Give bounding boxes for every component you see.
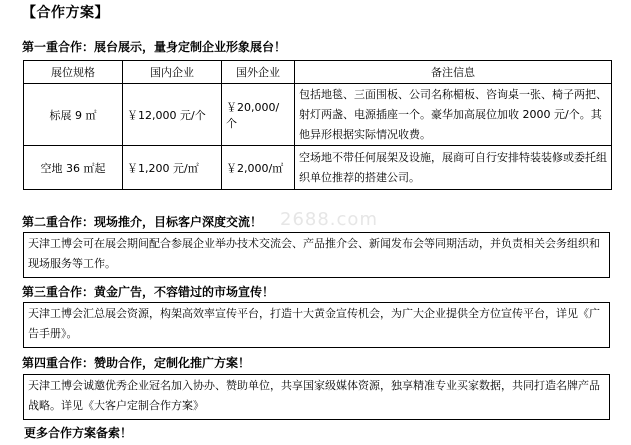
section-heading-promotion: 第二重合作：现场推介，目标客户深度交流！ bbox=[22, 215, 263, 229]
column-header-foreign: 国外企业 bbox=[222, 61, 295, 84]
cell-spec: 空地 36 ㎡起 bbox=[24, 146, 123, 190]
section-body-promotion: 天津工博会可在展会期间配合参展企业举办技术交流会、产品推介会、新闻发布会等同期活动，并负责相关会务组织和现场服务等工作。 bbox=[23, 232, 610, 278]
cell-notes: 包括地毯、三面围板、公司名称楣板、咨询桌一张、椅子两把、射灯两盏、电源插座一个。豪华加高展位加收 2000 元/个。其他异形根据实际情况收费。 bbox=[295, 84, 612, 146]
booth-price-table bbox=[23, 60, 612, 190]
table-row bbox=[24, 84, 612, 146]
section-heading-sponsorship: 第四重合作：赞助合作，定制化推广方案！ bbox=[22, 356, 251, 370]
page-title: 【合作方案】 bbox=[22, 5, 109, 21]
section-body-advertising: 天津工博会汇总展会资源，构架高效率宣传平台，打造十大黄金宣传机会，为广大企业提供全方位宣传平台，详见《广告手册》。 bbox=[23, 302, 610, 348]
cell-foreign: ￥2,000/㎡ bbox=[222, 146, 295, 190]
table-row bbox=[24, 146, 612, 190]
cell-foreign: ￥20,000/个 bbox=[222, 84, 295, 146]
cell-domestic: ￥12,000 元/个 bbox=[123, 84, 222, 146]
column-header-notes: 备注信息 bbox=[295, 61, 612, 84]
section-body-sponsorship: 天津工博会诚邀优秀企业冠名加入协办、赞助单位，共享国家级媒体资源，独享精准专业买家数据，共同打造名牌产品战略。详见《大客户定制合作方案》 bbox=[23, 374, 610, 420]
column-header-domestic: 国内企业 bbox=[123, 61, 222, 84]
cell-notes: 空场地不带任何展架及设施，展商可自行安排特装装修或委托组织单位推荐的搭建公司。 bbox=[295, 146, 612, 190]
table-header-row bbox=[24, 61, 612, 84]
watermark: 2688.com bbox=[280, 209, 378, 230]
cell-domestic: ￥1,200 元/㎡ bbox=[123, 146, 222, 190]
section-heading-advertising: 第三重合作：黄金广告，不容错过的市场宣传！ bbox=[22, 285, 275, 299]
column-header-spec: 展位规格 bbox=[24, 61, 123, 84]
cell-spec: 标展 9 ㎡ bbox=[24, 84, 123, 146]
section-heading-booth: 第一重合作：展台展示，量身定制企业形象展台！ bbox=[22, 40, 287, 54]
footer-note: 更多合作方案备索！ bbox=[24, 426, 133, 440]
